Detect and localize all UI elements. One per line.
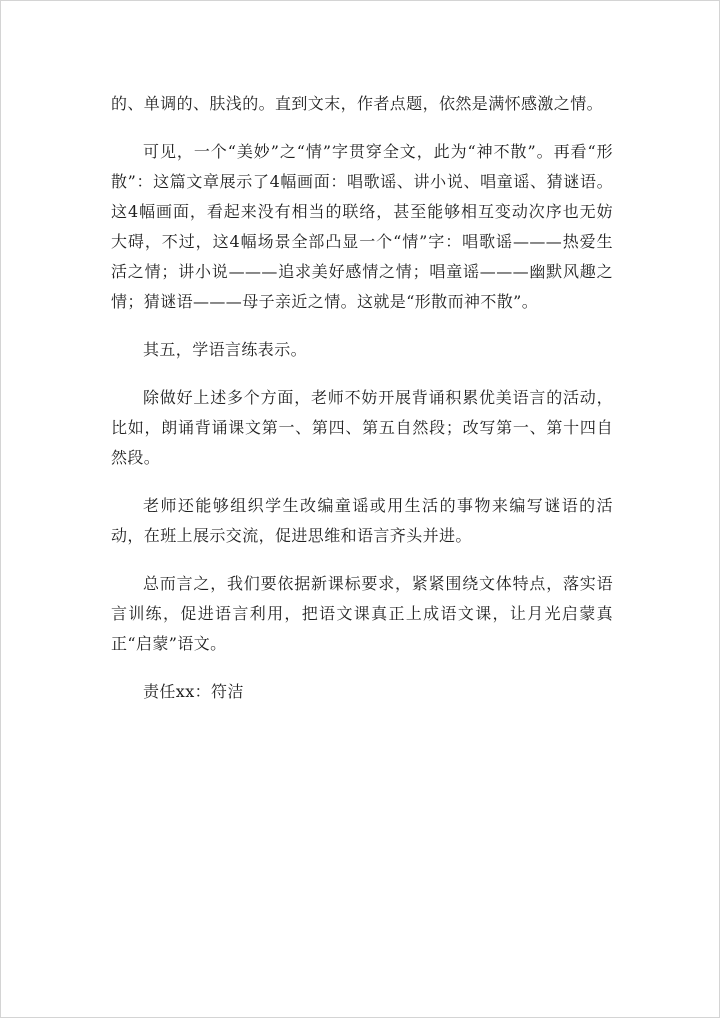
editor-credit: 责任xx：符洁	[143, 682, 244, 701]
paragraph-form-and-spirit: 可见，一个“美妙”之“情”字贯穿全文，此为“神不散”。再看“形散”：这篇文章展示了4幅画面：唱歌谣、讲小说、唱童谣、猜谜语。这4幅画面，看起来没有相当的联络，甚至能够相互变动次序也无妨大碍，不过，这4幅场景全部凸显一个“情”字：唱歌谣———热爱生活之情；讲小说———追求美好感情之情；唱童谣———幽默风趣之情；猜谜语———母子亲近之情。这就是“形散而神不散”。	[111, 142, 613, 311]
document-body	[111, 89, 613, 707]
paragraph-conclusion: 总而言之，我们要依据新课标要求，紧紧围绕文体特点，落实语言训练，促进语言利用，把语文课真正上成语文课，让月光启蒙真正“启蒙”语文。	[111, 574, 613, 653]
paragraph-continuation: 的、单调的、肤浅的。直到文末，作者点题，依然是满怀感激之情。	[111, 94, 604, 113]
paragraph-point-five: 其五，学语言练表示。	[143, 340, 308, 359]
paragraph-riddle-activity: 老师还能够组织学生改编童谣或用生活的事物来编写谜语的活动，在班上展示交流，促进思维和语言齐头并进。	[111, 496, 613, 545]
paragraph-recitation-activity: 除做好上述多个方面，老师不妨开展背诵积累优美语言的活动，比如，朗诵背诵课文第一、第四、第五自然段；改写第一、第十四自然段。	[111, 388, 613, 467]
